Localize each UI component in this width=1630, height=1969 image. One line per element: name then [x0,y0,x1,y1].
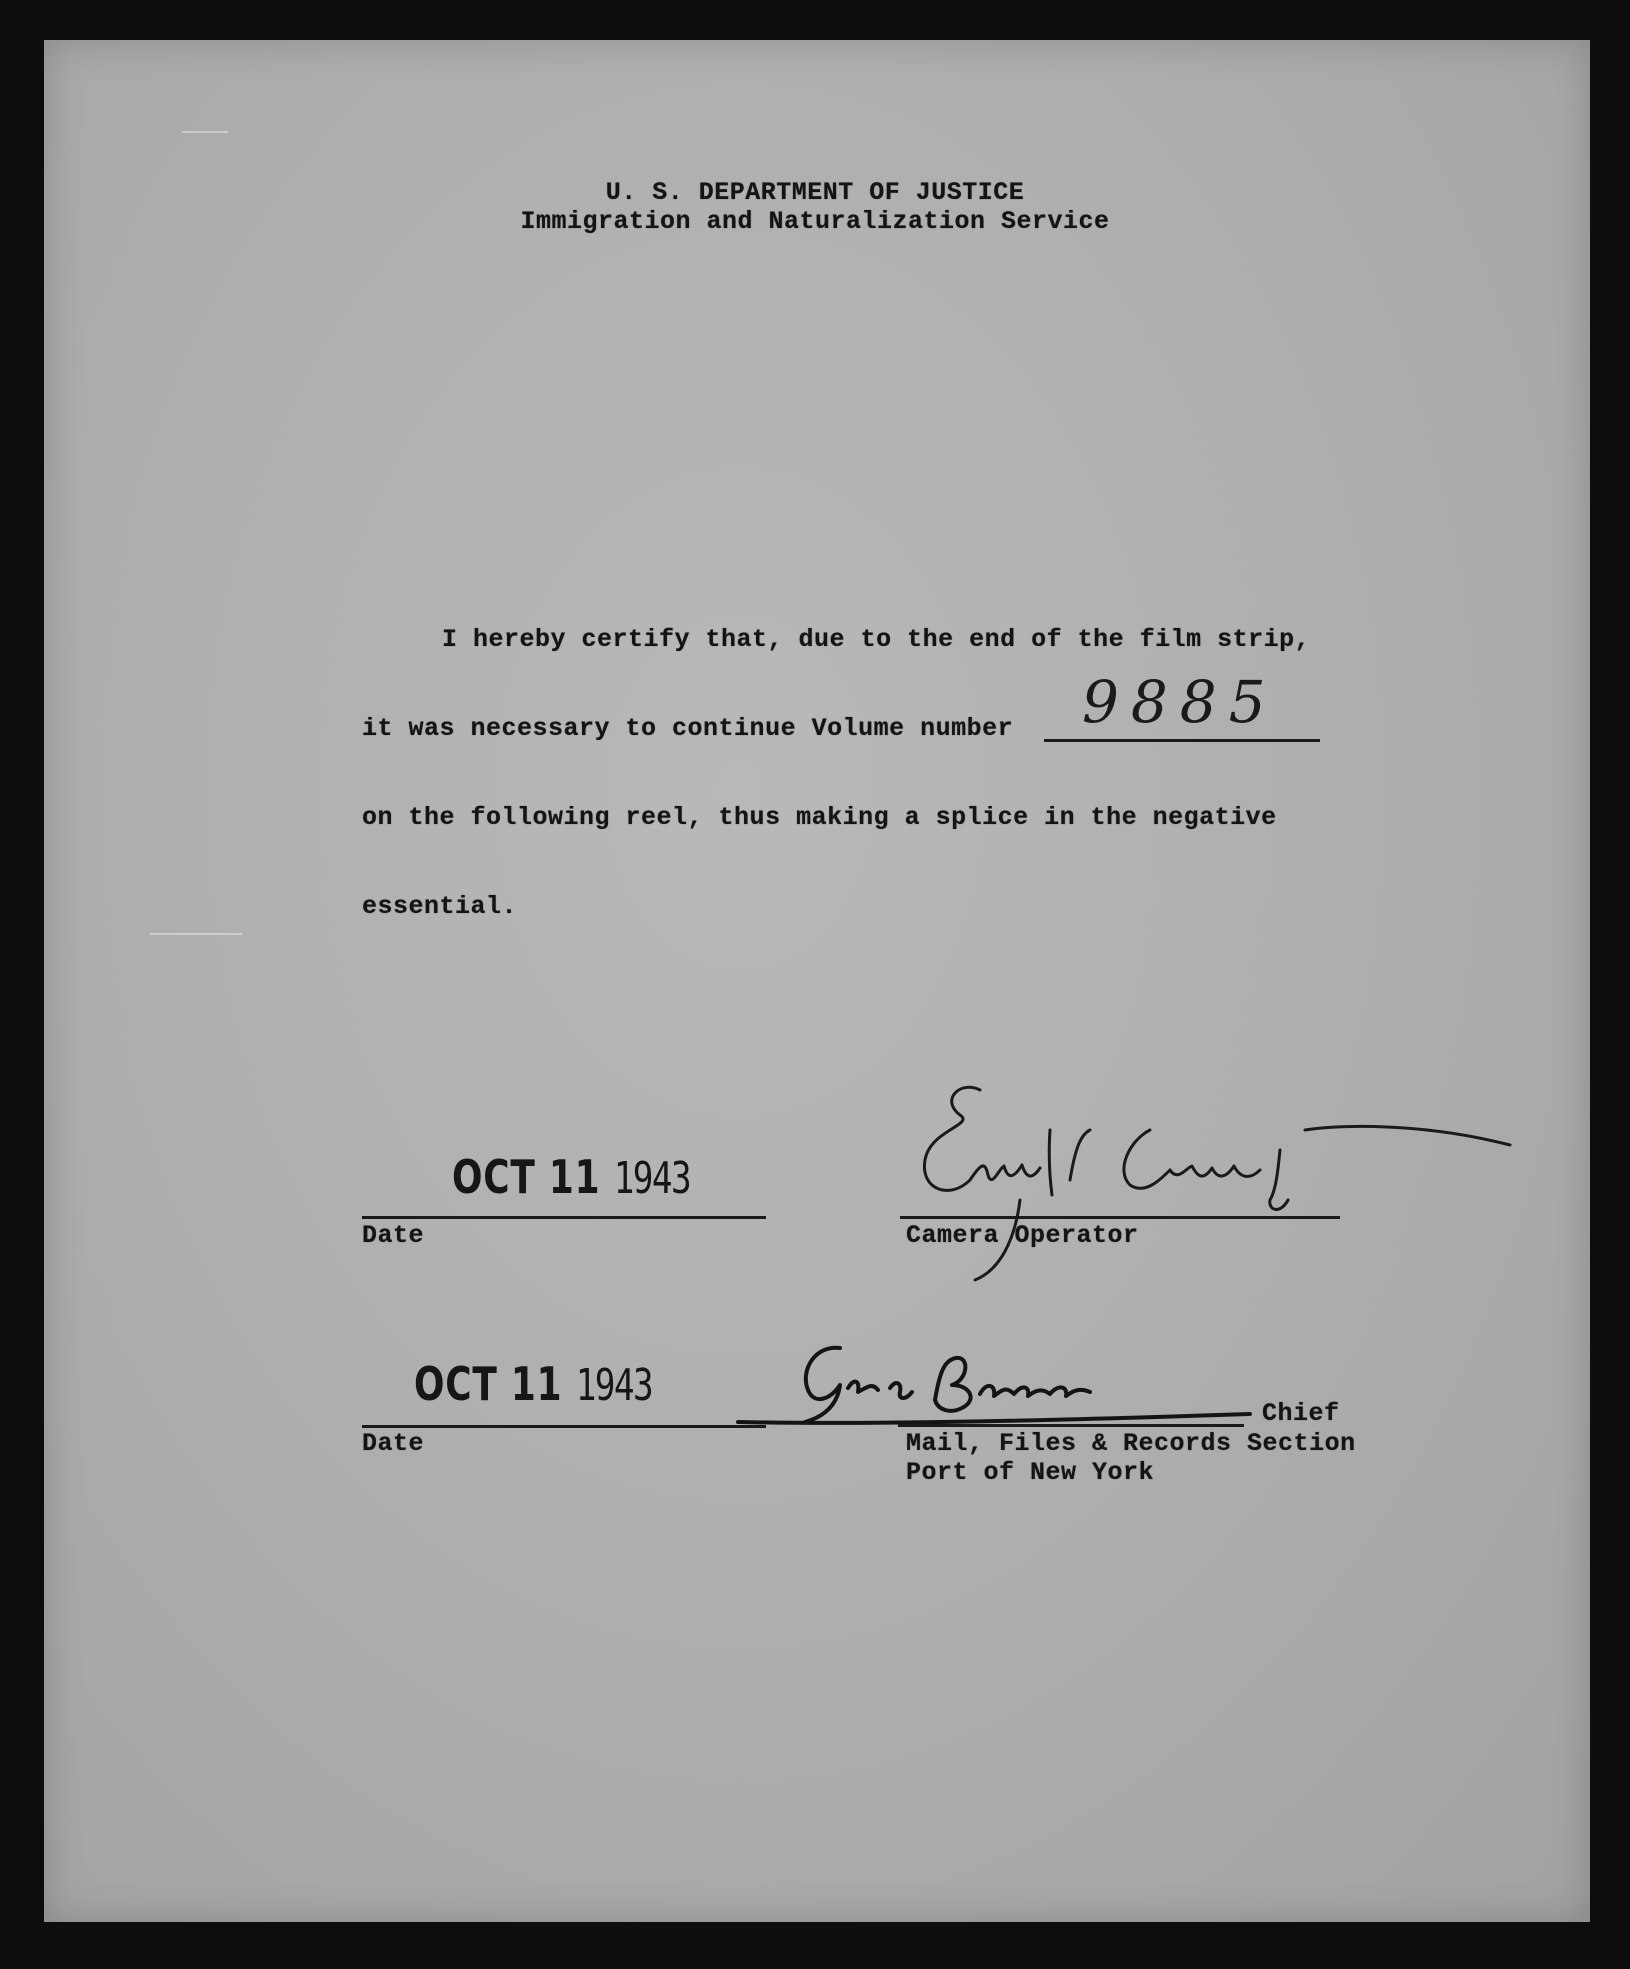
camera-operator-signature [900,1070,1520,1290]
margin-mark [150,933,242,935]
date-stamp-2-day: OCT 11 [414,1357,563,1411]
certification-line-4: essential. [362,892,518,921]
certification-line-3: on the following reel, thus making a splice in the negative [362,803,1277,832]
role-section: Mail, Files & Records Section [906,1429,1356,1458]
signature-line-1 [900,1216,1340,1219]
signature-line-2 [898,1424,1244,1427]
role-port: Port of New York [906,1458,1155,1487]
date-stamp-2 [414,1357,652,1411]
volume-number-handwritten: 9885 [1082,668,1278,736]
date-stamp-1-day: OCT 11 [452,1150,601,1204]
margin-mark [182,131,228,133]
role-chief: Chief [1262,1399,1340,1428]
certification-line-2: it was necessary to continue Volume number [362,714,1014,743]
date-label-2: Date [362,1429,425,1458]
document-sheet [44,40,1590,1922]
date-stamp-1 [452,1150,690,1204]
date-line-2 [362,1425,766,1428]
date-stamp-2-year: 1943 [575,1360,653,1411]
volume-number-underline [1044,739,1320,742]
date-line-1 [362,1216,766,1219]
date-label-1: Date [362,1221,425,1250]
certification-line-1: I hereby certify that, due to the end of the film strip, [442,625,1311,654]
header-service: Immigration and Naturalization Service [520,207,1110,236]
date-stamp-1-year: 1943 [613,1153,691,1204]
header-department: U. S. DEPARTMENT OF JUSTICE [605,178,1025,207]
role-label-camera-operator: Camera Operator [906,1221,1139,1250]
